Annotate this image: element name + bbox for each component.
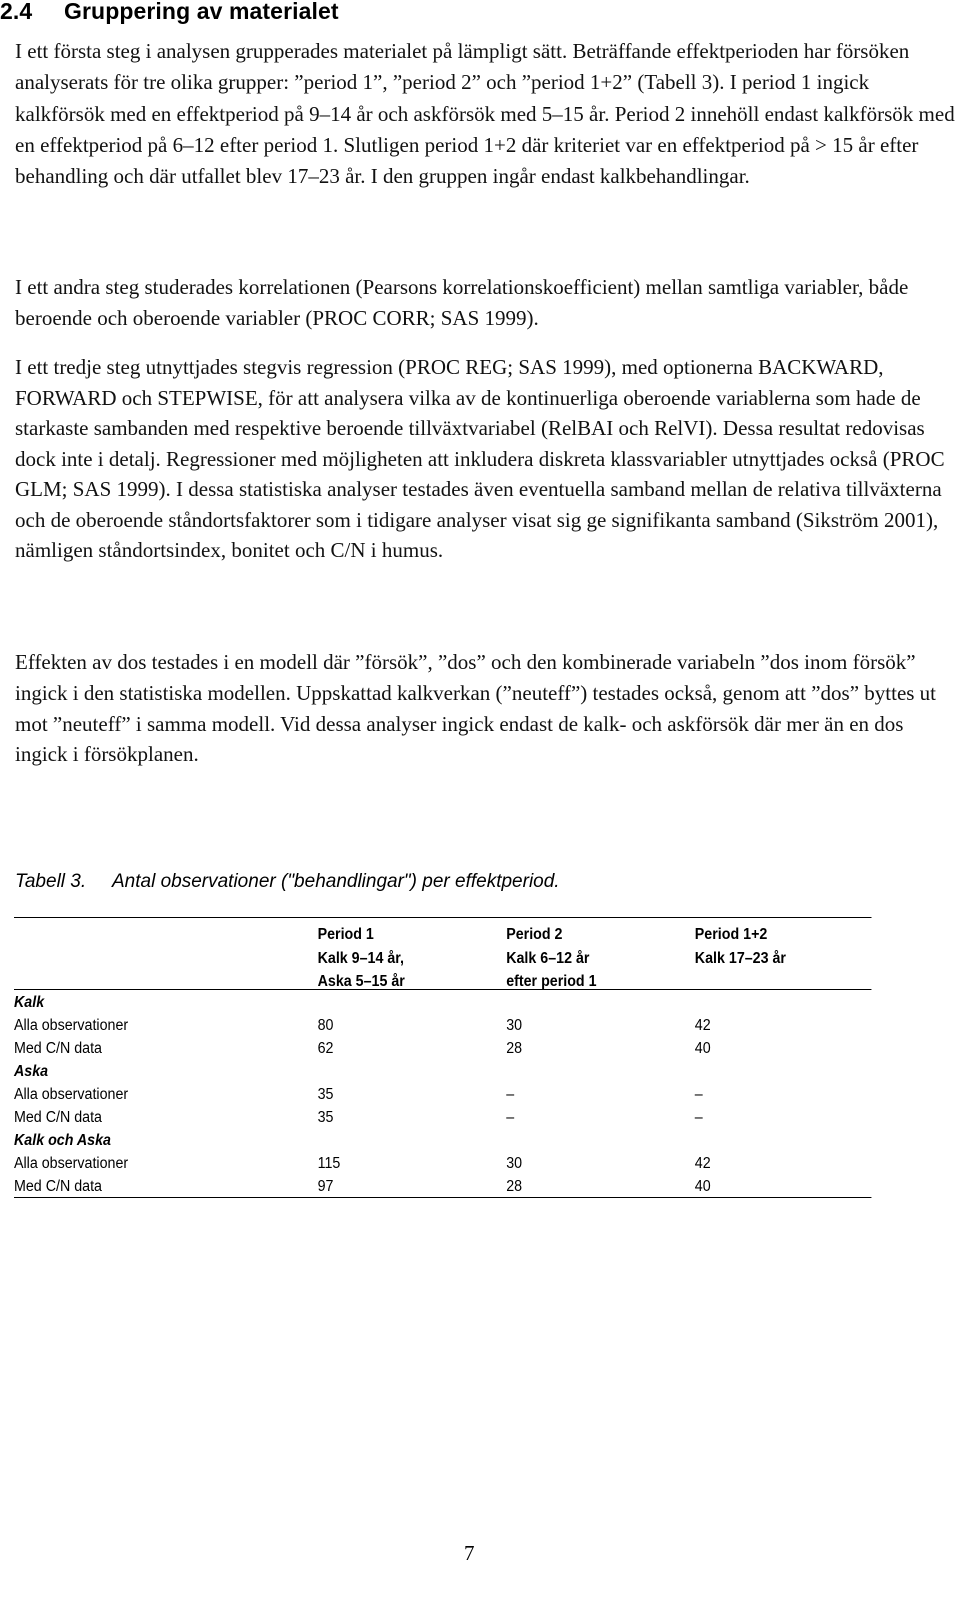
table-cell: 115 <box>317 1155 341 1172</box>
table-cell: 28 <box>506 1178 523 1195</box>
table-cell: – <box>506 1109 515 1126</box>
table-group-row <box>14 1129 871 1152</box>
column-header-line: Period 2 <box>506 926 563 943</box>
table-cell: 30 <box>506 1017 523 1034</box>
section-number: 2.4 <box>0 0 33 24</box>
row-label: Alla observationer <box>14 1086 129 1103</box>
table-cell: 40 <box>694 1178 711 1195</box>
group-label: Kalk och Aska <box>14 1132 111 1149</box>
group-label: Aska <box>14 1063 49 1080</box>
table-cell: 97 <box>317 1178 334 1195</box>
table-cell: 42 <box>694 1017 711 1034</box>
table-cell: 62 <box>317 1040 334 1057</box>
row-label: Alla observationer <box>14 1155 129 1172</box>
page-number: 7 <box>464 1541 475 1565</box>
table-caption-text: Antal observationer ("behandlingar") per effektperiod. <box>112 871 560 892</box>
column-header-line: efter period 1 <box>506 973 597 990</box>
table-group-row <box>14 991 871 1014</box>
table-row <box>14 1037 871 1060</box>
column-header-line: Period 1+2 <box>694 926 768 943</box>
section-heading <box>0 0 339 25</box>
table-cell: 42 <box>694 1155 711 1172</box>
column-header-period-1-2 <box>695 923 786 970</box>
row-label: Med C/N data <box>14 1040 102 1057</box>
paragraph-grouping: I ett första steg i analysen grupperades materialet på lämpligt sätt. Beträffande effektperioden har försöken analyserats för tre olika grupper: ”period 1”, ”period 2” och ”period 1+2” (Tabell 3). I period 1 ingick kalkförsök med en effektperiod på 9–14 år och askförsök med 5–15 år. Period 2 innehöll endast kalkförsök med en effektperiod på 6–12 efter period 1. Slutligen period 1+2 där kriteriet var en effektperiod på > 15 år efter behandling och där utfallet blev 17–23 år. I den gruppen ingår endast kalkbehandlingar. <box>15 39 955 189</box>
table-row <box>14 1106 871 1129</box>
table-cell: 80 <box>317 1017 334 1034</box>
table-top-rule <box>14 917 871 918</box>
table-row <box>14 1152 871 1175</box>
row-label: Med C/N data <box>14 1178 102 1195</box>
table-header-rule <box>14 989 871 990</box>
column-header-period-2 <box>506 923 596 994</box>
table-caption <box>15 871 560 893</box>
table-row <box>14 1083 871 1106</box>
table-group-row <box>14 1060 871 1083</box>
table-cell: 35 <box>317 1109 334 1126</box>
group-label: Kalk <box>14 994 45 1011</box>
row-label: Alla observationer <box>14 1017 129 1034</box>
row-label: Med C/N data <box>14 1109 102 1126</box>
table-row <box>14 1014 871 1037</box>
table-cell: 40 <box>694 1040 711 1057</box>
table-cell: 30 <box>506 1155 523 1172</box>
table-cell: 35 <box>317 1086 334 1103</box>
table-caption-label: Tabell 3. <box>15 871 87 892</box>
column-header-line: Kalk 17–23 år <box>694 949 786 967</box>
column-header-line: Kalk 9–14 år, <box>317 949 405 967</box>
column-header-line: Period 1 <box>317 926 374 943</box>
paragraph-regression: I ett tredje steg utnyttjades stegvis regression (PROC REG; SAS 1999), med optionerna BACKWARD, FORWARD och STEPWISE, för att analysera vilka av de kontinuerliga oberoende variablerna som hade de starkaste sambanden med respektive beroende tillväxtvariabel (RelBAI och RelVI). Dessa resultat redovisas dock inte i detalj. Regressioner med möjligheten att inkludera diskreta klassvariabler utnyttjades också (PROC GLM; SAS 1999). I dessa statistiska analyser testades även eventuella samband mellan de relativa tillväxterna och de oberoende ståndortsfaktorer som i tidigare analyser visat sig ge signifikanta samband (Sikström 2001), nämligen ståndortsindex, bonitet och C/N i humus. <box>15 355 945 562</box>
table-cell: – <box>694 1086 703 1103</box>
paragraph-dose-effect: Effekten av dos testades i en modell där ”försök”, ”dos” och den kombinerade variabeln ”dos inom försök” ingick i den statistiska modellen. Uppskattad kalkverkan (”neuteff”) testades också, genom att ”dos” byttes ut mot ”neuteff” i samma modell. Vid dessa analyser ingick endast de kalk- och askförsök där mer än en dos ingick i försökplanen. <box>15 650 937 767</box>
column-header-period-1 <box>318 923 405 994</box>
column-header-line: Kalk 6–12 år <box>506 949 590 967</box>
section-title: Gruppering av materialet <box>64 0 339 24</box>
table-bottom-rule <box>14 1197 871 1198</box>
paragraph-correlation: I ett andra steg studerades korrelationen (Pearsons korrelationskoefficient) mellan samtliga variabler, både beroende och oberoende variabler (PROC CORR; SAS 1999). <box>15 275 909 330</box>
table-row <box>14 1175 871 1198</box>
column-header-line: Aska 5–15 år <box>317 973 405 990</box>
table-cell: – <box>694 1109 703 1126</box>
table-cell: – <box>506 1086 515 1103</box>
table-cell: 28 <box>506 1040 523 1057</box>
